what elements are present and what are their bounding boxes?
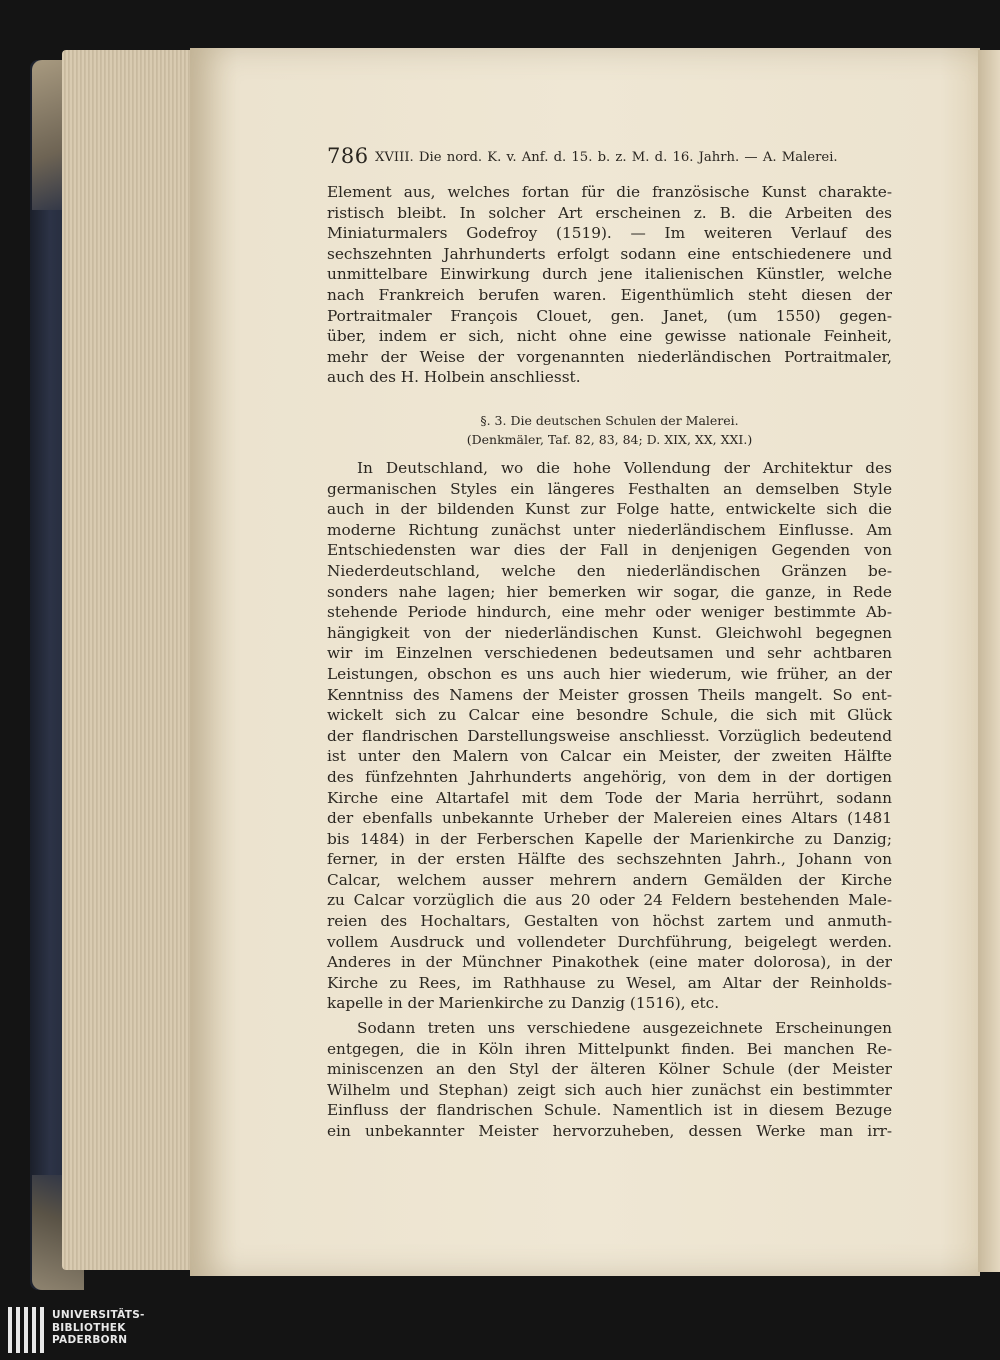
text-line: stehende Periode hindurch, eine mehr oder weniger bestimmte Ab- [327,603,892,622]
library-logo [8,1305,208,1355]
paragraph-3 [327,1018,892,1142]
text-line: der ebenfalls unbekannte Urheber der Malereien eines Altars (1481 [327,809,892,828]
text-line: über, indem er sich, nicht ohne eine gewisse nationale Feinheit, [327,327,892,346]
text-line: In Deutschland, wo die hohe Vollendung der Architektur des [357,459,892,477]
text-line: Sodann treten uns verschiedene ausgezeichnete Erscheinungen [357,1019,892,1037]
text-line: wickelt sich zu Calcar eine besondre Schule, die sich mit Glück [327,706,892,725]
text-line: moderne Richtung zunächst unter niederländischem Einflusse. Am [327,520,892,539]
paragraph-2 [327,458,892,1014]
text-line: hängigkeit von der niederländischen Kunst. Gleichwohl begegnen [327,623,892,642]
paragraph-1 [327,182,892,388]
text-line: kapelle in der Marienkirche zu Danzig (1516), etc. [327,994,720,1013]
text-line: Portraitmaler François Clouet, gen. Janet, (um 1550) gegen- [327,306,892,325]
text-line: unmittelbare Einwirkung durch jene italienischen Künstler, welche [327,265,892,284]
text-line: ristisch bleibt. In solcher Art erscheinen z. B. die Arbeiten des [327,203,892,222]
text-line: auch des H. Holbein anschliesst. [327,368,581,387]
text-line: wir im Einzelnen verschiedenen bedeutsamen und sehr achtbaren [327,644,892,663]
section-title: §. 3. Die deutschen Schulen der Malerei. [480,413,739,428]
section-reference: (Denkmäler, Taf. 82, 83, 84; D. XIX, XX, XXI.) [466,432,753,447]
text-line: reien des Hochaltars, Gestalten von höchst zartem und anmuth- [327,912,892,931]
text-line: Anderes in der Münchner Pinakothek (eine mater dolorosa), in der [327,953,892,972]
text-line: nach Frankreich berufen waren. Eigenthümlich steht diesen der [327,285,892,304]
text-line: entgegen, die in Köln ihren Mittelpunkt finden. Bei manchen Re- [327,1039,892,1058]
text-line: Calcar, welchem ausser mehrern andern Gemälden der Kirche [327,870,892,889]
text-line: Niederdeutschland, welche den niederländischen Gränzen be- [327,561,892,580]
logo-line-2: BIBLIOTHEK [52,1321,126,1334]
text-line: der flandrischen Darstellungsweise anschliesst. Vorzüglich bedeutend [327,726,892,745]
logo-line-1: UNIVERSITÄTS- [52,1309,145,1321]
library-logo-text [52,1309,145,1347]
text-line: sechszehnten Jahrhunderts erfolgt sodann eine entschiedenere und [327,244,892,263]
page-header [327,144,887,174]
text-line: miniscenzen an den Styl der älteren Kölner Schule (der Meister [327,1060,892,1079]
running-head: XVIII. Die nord. K. v. Anf. d. 15. b. z. M. d. 16. Jahrh. — A. Malerei. [375,150,838,165]
page-edges [62,50,202,1270]
text-line: Leistungen, obschon es uns auch hier wiederum, wie früher, an der [327,664,892,683]
text-line: ein unbekannter Meister hervorzuheben, dessen Werke man irr- [327,1121,892,1140]
text-line: sonders nahe lagen; hier bemerken wir sogar, die ganze, in Rede [327,582,892,601]
facing-page-edge [978,50,1000,1272]
text-line: Wilhelm und Stephan) zeigt sich auch hier zunächst ein bestimmter [327,1080,892,1099]
text-line: bis 1484) in der Ferberschen Kapelle der Marienkirche zu Danzig; [327,829,892,848]
text-line: zu Calcar vorzüglich die aus 20 oder 24 Feldern bestehenden Male- [327,891,892,910]
text-line: ist unter den Malern von Calcar ein Meister, der zweiten Hälfte [327,747,892,766]
text-line: Einfluss der flandrischen Schule. Namentlich ist in diesem Bezuge [327,1101,892,1120]
text-line: Kirche zu Rees, im Rathhause zu Wesel, am Altar der Reinholds- [327,973,892,992]
logo-line-3: PADERBORN [52,1334,128,1346]
section-heading [327,411,892,449]
text-line: Kenntniss des Namens der Meister grossen Theils mangelt. So ent- [327,685,892,704]
text-line: Entschiedensten war dies der Fall in denjenigen Gegenden von [327,541,892,560]
text-line: germanischen Styles ein längeres Festhalten an demselben Style [327,479,892,498]
text-line: mehr der Weise der vorgenannten niederländischen Portraitmaler, [327,347,892,366]
text-line: des fünfzehnten Jahrhunderts angehörig, von dem in der dortigen [327,767,892,786]
text-line: auch in der bildenden Kunst zur Folge hatte, entwickelte sich die [327,500,892,519]
text-line: Element aus, welches fortan für die französische Kunst charakte- [327,183,892,201]
text-line: ferner, in der ersten Hälfte des sechszehnten Jahrh., Johann von [327,850,892,869]
library-logo-icon [8,1305,48,1355]
page-number: 786 [327,144,369,168]
text-line: Kirche eine Altartafel mit dem Tode der Maria herrührt, sodann [327,788,892,807]
text-line: Miniaturmalers Godefroy (1519). — Im weiteren Verlauf des [327,224,892,243]
text-line: vollem Ausdruck und vollendeter Durchführung, beigelegt werden. [327,932,892,951]
